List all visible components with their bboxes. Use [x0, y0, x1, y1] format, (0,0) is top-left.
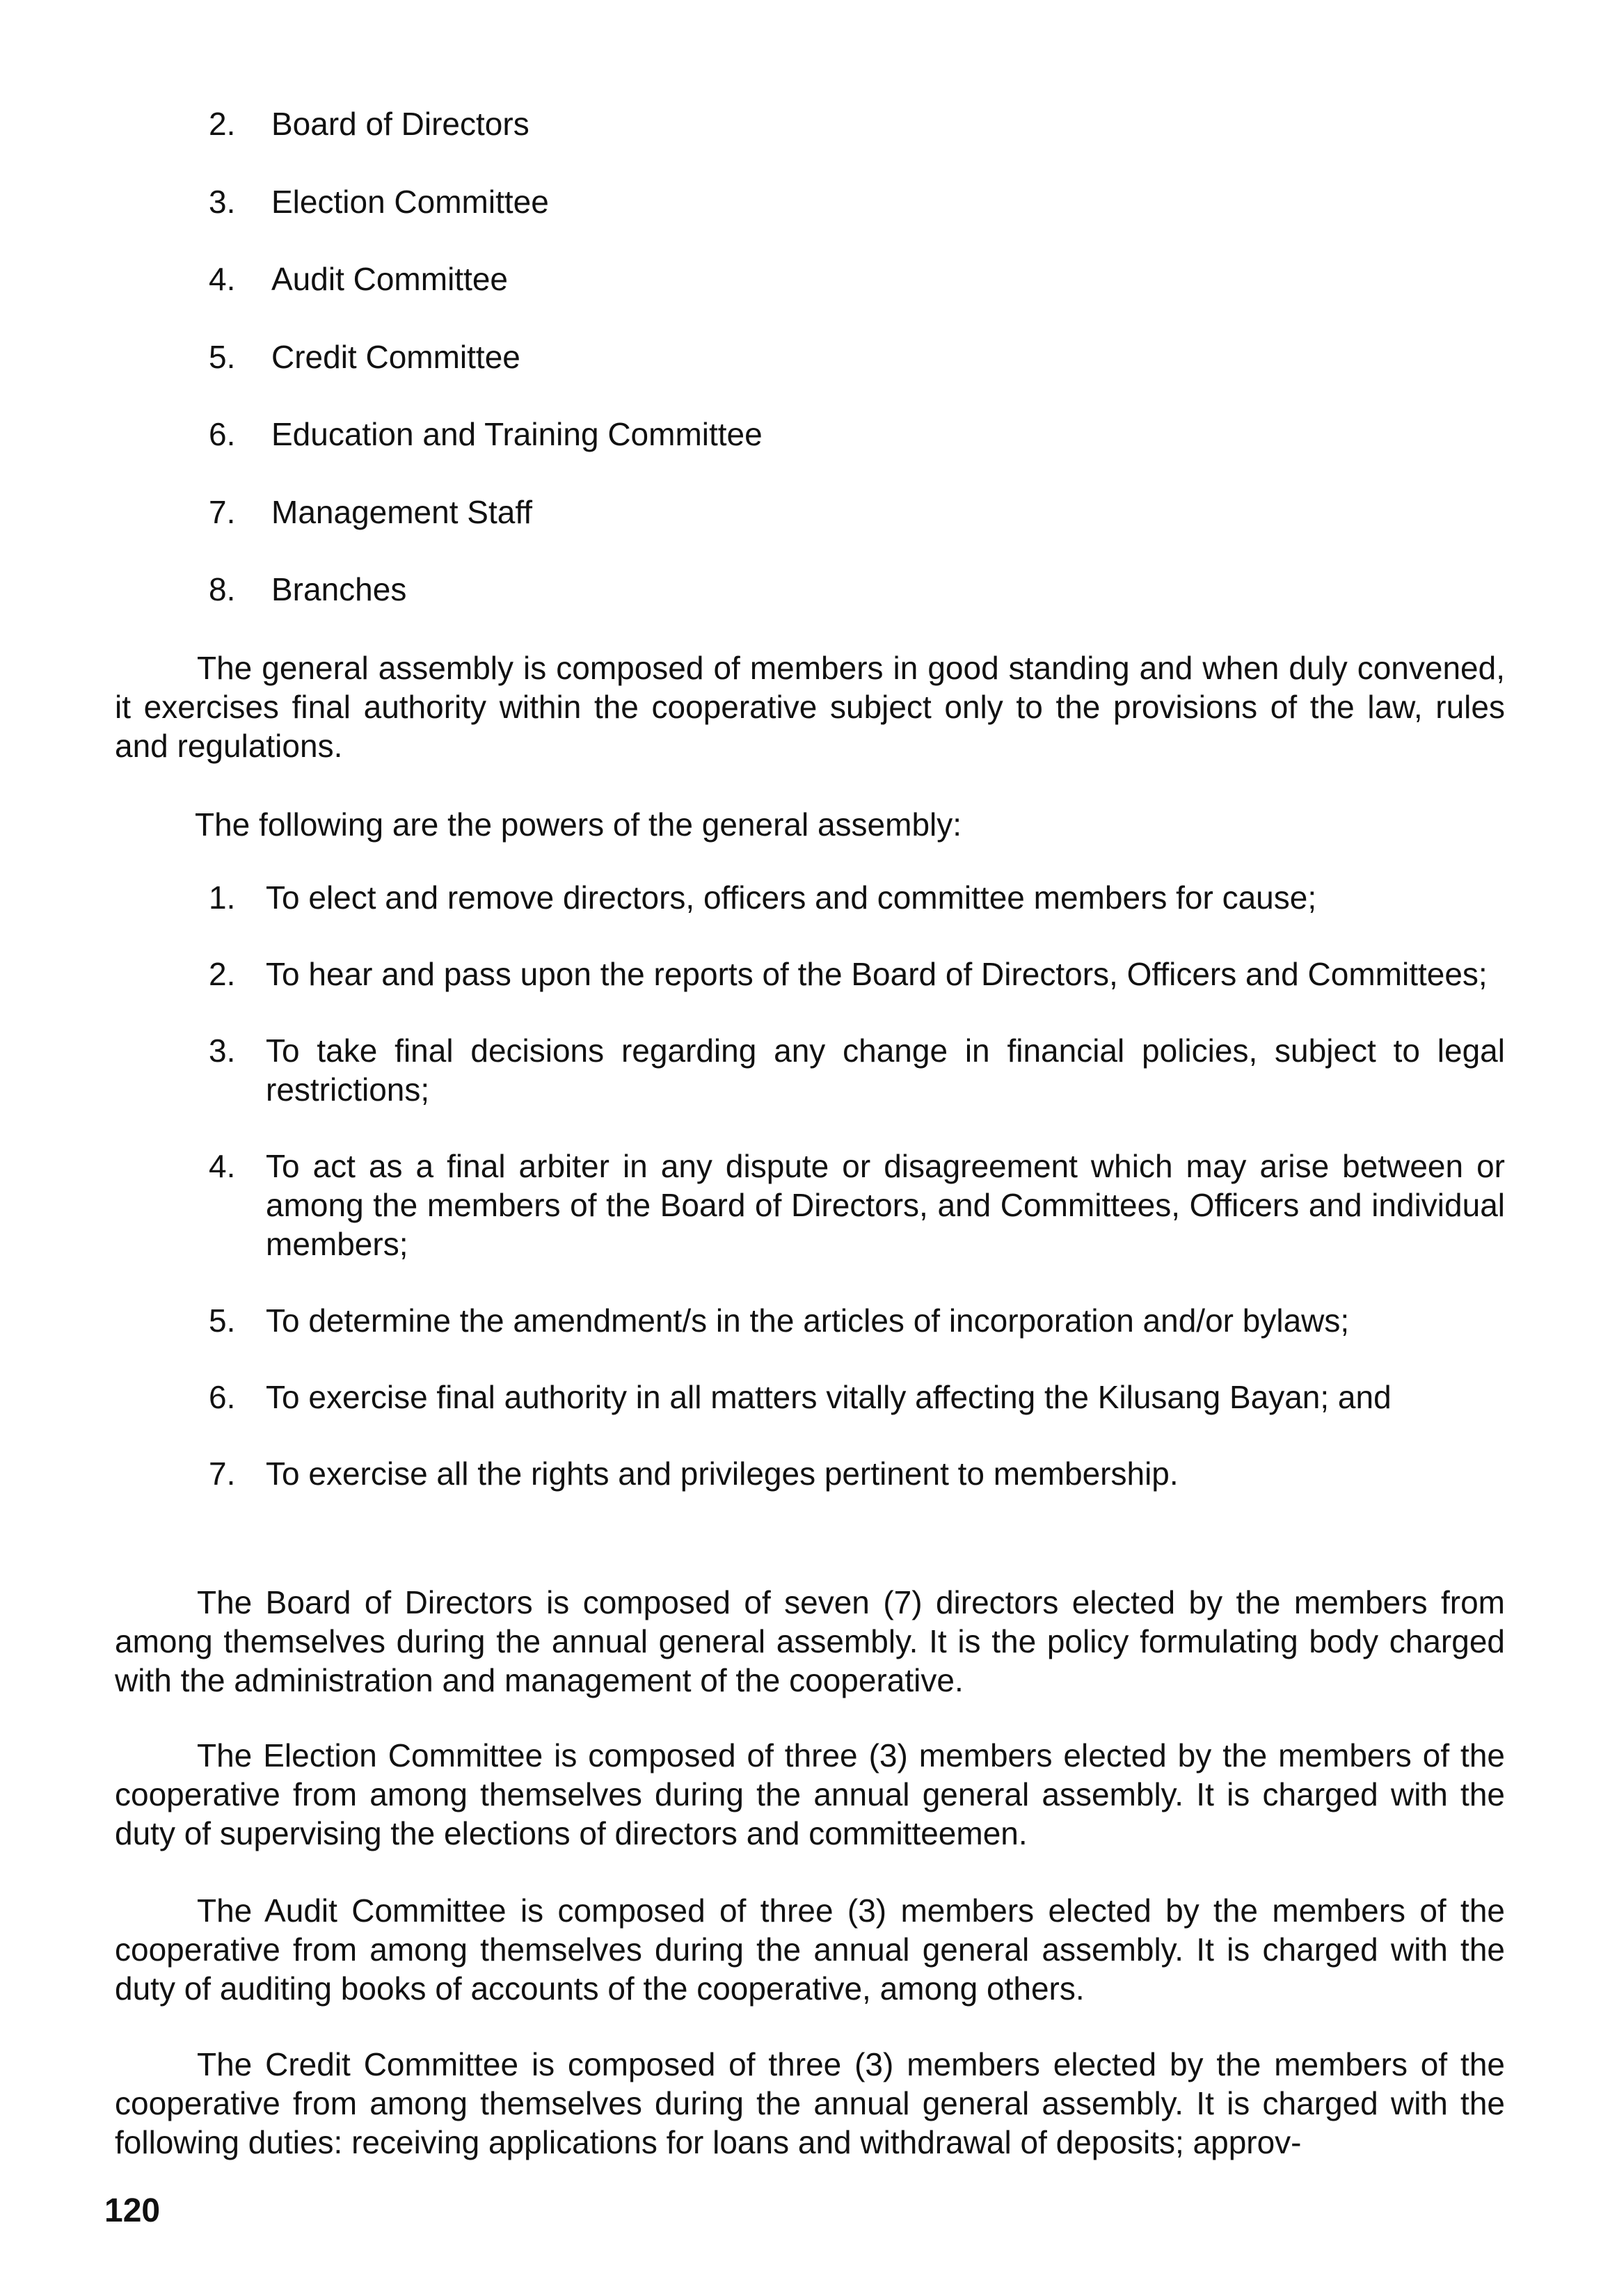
list-text: Management Staff [271, 493, 533, 530]
page-number: 120 [104, 2192, 161, 2229]
list-text: To elect and remove directors, officers and committee members for cause; [266, 879, 1317, 916]
list-item [209, 1454, 1505, 1493]
list-number: 6. [209, 1379, 236, 1415]
audit-paragraph: The Audit Committee is composed of three (3) members elected by the members of the cooperative from among themselves during the annual general assembly. It is charged with the duty of auditing books of accounts of the cooperative, among others. [115, 1892, 1505, 2007]
list-number: 5. [209, 1302, 236, 1339]
list-number: 3. [209, 1033, 236, 1069]
list-text: Audit Committee [271, 261, 509, 297]
list-number: 2. [209, 956, 236, 992]
list-number: 2. [209, 106, 236, 142]
list-number: 3. [209, 183, 236, 220]
powers-list [209, 878, 1505, 1493]
list-item [209, 1031, 1505, 1109]
list-text: To exercise all the rights and privileges pertinent to membership. [266, 1456, 1179, 1492]
list-text: To exercise final authority in all matters vitally affecting the Kilusang Bayan; and [266, 1379, 1392, 1415]
list-item [209, 1147, 1505, 1263]
list-item [209, 955, 1505, 994]
list-text: Board of Directors [271, 106, 529, 142]
list-number: 8. [209, 571, 236, 607]
list-number: 7. [209, 1456, 236, 1492]
list-item [209, 1378, 1505, 1417]
list-item [209, 1301, 1505, 1340]
board-paragraph: The Board of Directors is composed of seven (7) directors elected by the members from among themselves during the annual general assembly. It is the policy formulating body charged with the administration and management of the cooperative. [115, 1584, 1505, 1698]
list-text: To hear and pass upon the reports of the Board of Directors, Officers and Committees; [266, 956, 1488, 992]
list-text: To determine the amendment/s in the articles of incorporation and/or bylaws; [266, 1302, 1350, 1339]
list-text: To take final decisions regarding any change in financial policies, subject to legal restrictions; [266, 1033, 1505, 1108]
powers-intro: The following are the powers of the general assembly: [195, 806, 962, 843]
list-number: 4. [209, 261, 236, 297]
election-paragraph: The Election Committee is composed of three (3) members elected by the members of the cooperative from among themselves during the annual general assembly. It is charged with the duty of supervising the elections of directors and committeemen. [115, 1737, 1505, 1851]
list-number: 4. [209, 1148, 236, 1184]
list-text: To act as a final arbiter in any dispute or disagreement which may arise between or among the members of the Board of Directors, and Committees, Officers and individual members; [266, 1148, 1505, 1262]
list-number: 5. [209, 338, 236, 375]
list-number: 6. [209, 416, 236, 452]
list-item [209, 878, 1505, 917]
list-text: Credit Committee [271, 338, 520, 375]
list-text: Branches [271, 571, 407, 607]
list-number: 1. [209, 879, 236, 916]
list-number: 7. [209, 493, 236, 530]
list-text: Education and Training Committee [271, 416, 763, 452]
credit-paragraph: The Credit Committee is composed of three (3) members elected by the members of the cooperative from among themselves during the annual general assembly. It is charged with the following duties: receiving applications for loans and withdrawal of deposits; approv- [115, 2046, 1505, 2160]
general-assembly-paragraph: The general assembly is composed of members in good standing and when duly convened, it exercises final authority within the cooperative subject only to the provisions of the law, rules and regulations. [115, 650, 1505, 764]
list-text: Election Committee [271, 183, 549, 220]
